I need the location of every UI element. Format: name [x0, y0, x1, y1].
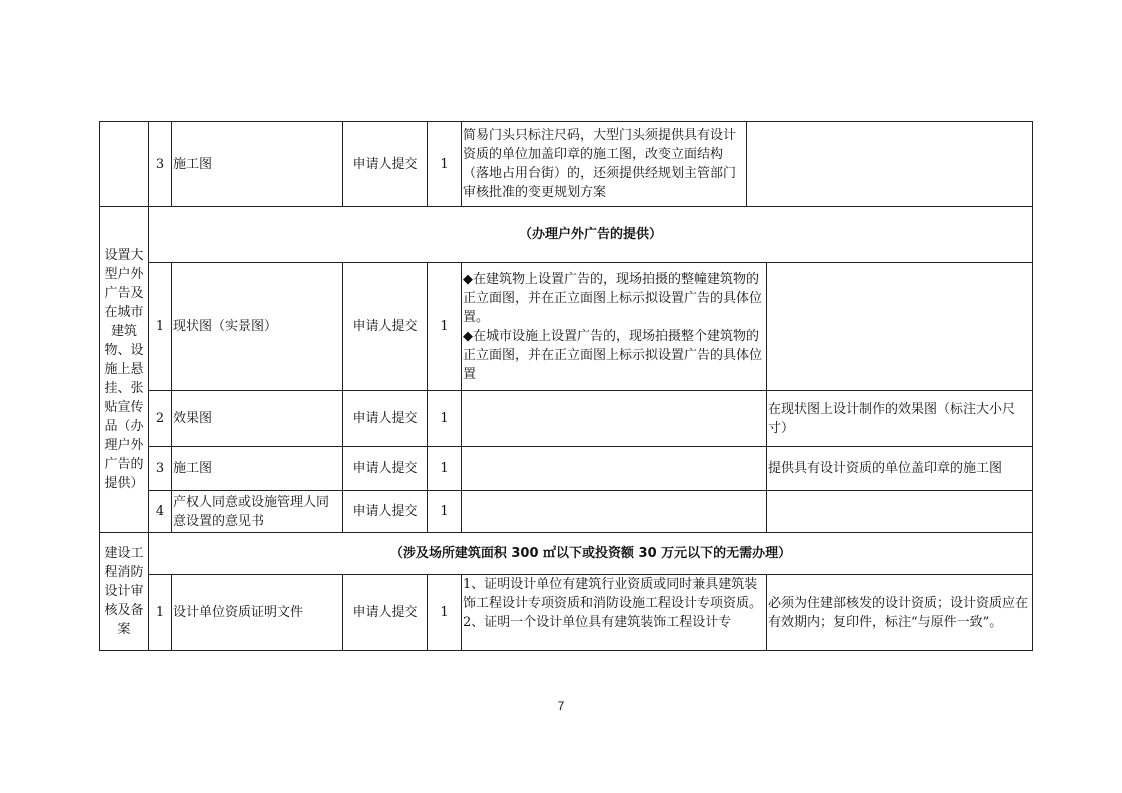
requirement-text	[462, 491, 767, 533]
category-outdoor-ads: 设置大型户外广告及在城市建筑物、设施上悬挂、张贴宣传品（办理户外广告的提供）	[100, 207, 149, 533]
provider: 申请人提交	[343, 447, 428, 491]
section-header-outdoor-ads: （办理户外广告的提供）	[149, 207, 1033, 263]
material-name: 现状图（实景图）	[172, 263, 343, 391]
category-fire-design: 建设工程消防设计审核及备案	[100, 533, 149, 651]
table-row	[100, 263, 1033, 391]
requirement-item: ◆在城市设施上设置广告的，现场拍摄整个建筑物的正立面图，并在正立面图上标示拟设置广告的具体位置	[463, 328, 763, 382]
page-number: 7	[557, 699, 565, 713]
provider: 申请人提交	[343, 575, 428, 651]
row-number: 1	[149, 575, 172, 651]
provider: 申请人提交	[343, 122, 428, 207]
table-row	[100, 122, 1033, 207]
table-row	[100, 447, 1033, 491]
note-text	[746, 122, 1032, 206]
row-number: 3	[149, 447, 172, 491]
provider: 申请人提交	[343, 491, 428, 533]
quantity: 1	[428, 447, 462, 491]
requirement-content: 简易门头只标注尺码，大型门头须提供具有设计资质的单位加盖印章的施工图，改变立面结构（落地占用台街）的，还须提供经规划主管部门审核批准的变更规划方案	[463, 128, 737, 200]
requirement-text	[462, 391, 767, 447]
material-name: 效果图	[172, 391, 343, 447]
note-text: 在现状图上设计制作的效果图（标注大小尺寸）	[767, 391, 1033, 447]
row-number: 2	[149, 391, 172, 447]
quantity: 1	[428, 122, 462, 207]
category-cell-empty	[100, 122, 149, 207]
provider: 申请人提交	[343, 263, 428, 391]
provider: 申请人提交	[343, 391, 428, 447]
row-number: 1	[149, 263, 172, 391]
requirement-item: ◆在建筑物上设置广告的，现场拍摄的整幢建筑物的正立面图，并在正立面图上标示拟设置广告的具体位置。	[463, 271, 763, 325]
section-header-fire-design: （涉及场所建筑面积 300 ㎡以下或投资额 30 万元以下的无需办理）	[149, 533, 1033, 575]
material-name: 施工图	[172, 122, 343, 207]
table-row	[100, 575, 1033, 651]
row-number: 3	[149, 122, 172, 207]
note-text	[767, 491, 1033, 533]
material-name: 产权人同意或设施管理人同意设置的意见书	[172, 491, 343, 533]
quantity: 1	[428, 391, 462, 447]
table-row	[100, 533, 1033, 575]
note-text: 必须为住建部核发的设计资质；设计资质应在有效期内；复印件，标注“与原件一致”。	[767, 575, 1033, 651]
note-text	[767, 263, 1033, 391]
requirement-note-cell	[462, 122, 1033, 207]
quantity: 1	[428, 263, 462, 391]
quantity: 1	[428, 491, 462, 533]
material-name: 设计单位资质证明文件	[172, 575, 343, 651]
table-row	[100, 207, 1033, 263]
material-name: 施工图	[172, 447, 343, 491]
materials-table	[99, 121, 1033, 651]
note-text: 提供具有设计资质的单位盖印章的施工图	[767, 447, 1033, 491]
requirement-item: 2、证明一个设计单位具有建筑装饰工程设计专	[463, 615, 732, 630]
row-number: 4	[149, 491, 172, 533]
requirement-item: 1、证明设计单位有建筑行业资质或同时兼具建筑装饰工程设计专项资质和消防设施工程设计专项资质。	[463, 577, 763, 611]
table-row	[100, 391, 1033, 447]
requirement-text	[462, 447, 767, 491]
requirement-text	[462, 575, 767, 651]
requirement-text	[462, 122, 747, 206]
requirement-text	[462, 263, 767, 391]
quantity: 1	[428, 575, 462, 651]
table-row	[100, 491, 1033, 533]
